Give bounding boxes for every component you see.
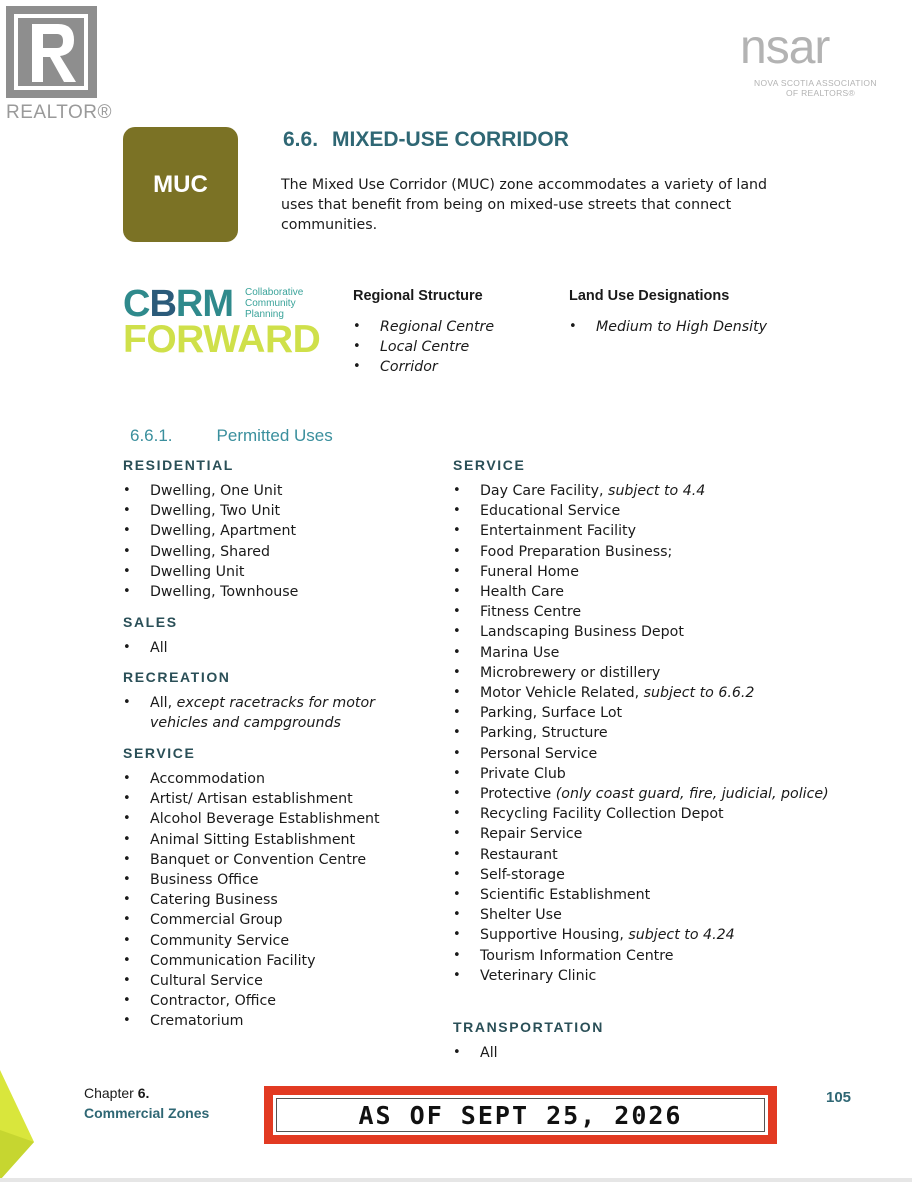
realtor-logo [6, 6, 112, 124]
land-use-list [569, 317, 789, 337]
list-item-note: subject to 6.6.2 [643, 685, 755, 702]
list-item: • Crematorium [123, 1011, 443, 1031]
subsection-number: 6.6.1. [130, 426, 173, 445]
cbrm-wordmark: CBRM [123, 283, 234, 325]
list-item: • Contractor, Office [123, 991, 443, 1011]
list-item [453, 562, 873, 582]
cbrm-side-line: Planning [245, 309, 284, 320]
category-residential: RESIDENTIAL [123, 457, 234, 473]
nsar-logo [740, 21, 890, 100]
list-item: • Commercial Group [123, 910, 443, 930]
list-item [453, 824, 873, 844]
category-transportation: TRANSPORTATION [453, 1019, 604, 1035]
nsar-tagline-2: OF REALTORS® [786, 88, 856, 98]
list-item-text: Tourism Information Centre [480, 947, 674, 964]
list-item-text: Private Club [480, 765, 566, 782]
regional-structure-heading: Regional Structure [353, 288, 483, 304]
list-item-text: Restaurant [480, 846, 558, 863]
list-item-text: Parking, Surface Lot [480, 705, 623, 722]
section-title-text: MIXED-USE CORRIDOR [332, 128, 569, 151]
transportation-list [453, 1043, 753, 1063]
list-item-text: Protective [480, 786, 556, 803]
list-item [453, 946, 873, 966]
service-list-right [453, 481, 873, 986]
nsar-tagline-1: NOVA SCOTIA ASSOCIATION [754, 78, 877, 88]
list-item-text: Landscaping Business Depot [480, 624, 684, 641]
list-item [453, 521, 873, 541]
footer-chapter-name: Commercial Zones [84, 1105, 210, 1121]
list-item-text: Shelter Use [480, 907, 562, 924]
list-item-note: subject to 4.4 [608, 483, 706, 499]
page-number: 105 [826, 1089, 852, 1106]
list-item: • Regional Centre [353, 317, 553, 337]
list-item: • Catering Business [123, 890, 443, 910]
cbrm-forward-wordmark: FORWARD [123, 318, 321, 361]
list-item [453, 966, 873, 986]
category-sales: SALES [123, 614, 178, 630]
sales-list [123, 638, 443, 658]
list-item-text: Educational Service [480, 503, 621, 520]
nsar-wordmark: nsar [740, 21, 830, 74]
list-item [123, 693, 423, 733]
list-item: • Dwelling, Shared [123, 542, 443, 562]
cbrm-side-line: Community [245, 298, 296, 309]
list-item-text: Personal Service [480, 745, 598, 762]
date-stamp [264, 1086, 777, 1144]
decorative-triangle-icon [0, 1070, 40, 1180]
cbrm-forward-logo [123, 285, 333, 360]
list-item: • All [453, 1043, 753, 1063]
list-item [453, 804, 873, 824]
list-item [453, 845, 873, 865]
stamp-text: AS OF SEPT 25, 2026 [358, 1100, 683, 1130]
residential-list [123, 481, 443, 602]
list-item-text: Recycling Facility Collection Depot [480, 806, 724, 823]
list-item-text: All, [150, 695, 177, 711]
land-use-heading: Land Use Designations [569, 288, 730, 304]
list-item: • Local Centre [353, 337, 553, 357]
list-item-text: Food Preparation Business; [480, 543, 673, 560]
list-item [453, 501, 873, 521]
list-item [453, 582, 873, 602]
list-item-text: Funeral Home [480, 563, 579, 580]
list-item-text: Health Care [480, 584, 564, 601]
footer-chapter-number: 6. [137, 1085, 150, 1101]
recreation-list [123, 693, 423, 733]
list-item-text: Repair Service [480, 826, 583, 843]
list-item [453, 703, 873, 723]
subsection-title-text: Permitted Uses [216, 426, 333, 445]
list-item: • Cultural Service [123, 971, 443, 991]
list-item-text: Marina Use [480, 644, 560, 661]
list-item-text: Motor Vehicle Related, [480, 685, 644, 702]
list-item-text: Self-storage [480, 866, 565, 883]
cbrm-side-text [245, 287, 303, 320]
list-item: • Medium to High Density [569, 317, 789, 337]
list-item [453, 764, 873, 784]
list-item-note: (only coast guard, fire, judicial, police) [555, 786, 829, 803]
footer-chapter [84, 1085, 149, 1101]
list-item-text: Supportive Housing, [480, 927, 629, 944]
list-item: • Business Office [123, 870, 443, 890]
list-item [453, 602, 873, 622]
list-item-text: Fitness Centre [480, 604, 582, 621]
list-item [453, 744, 873, 764]
realtor-wordmark: REALTOR® [6, 102, 112, 123]
list-item: • Communication Facility [123, 951, 443, 971]
section-intro: The Mixed Use Corridor (MUC) zone accommodates a variety of land uses that benefit from being on mixed-use streets that connect communities. [281, 177, 768, 233]
list-item: • Artist/ Artisan establishment [123, 789, 443, 809]
list-item [453, 723, 873, 743]
list-item: • Animal Sitting Establishment [123, 830, 443, 850]
list-item [453, 784, 873, 804]
list-item: • Banquet or Convention Centre [123, 850, 443, 870]
list-item [453, 865, 873, 885]
list-item-text: Microbrewery or distillery [480, 664, 661, 681]
list-item-note: subject to 4.24 [628, 927, 735, 944]
realtor-r-icon [6, 6, 97, 98]
footer-chapter-label: Chapter [84, 1085, 138, 1101]
list-item [453, 905, 873, 925]
list-item [453, 622, 873, 642]
category-service-left: SERVICE [123, 745, 196, 761]
list-item [453, 663, 873, 683]
list-item: • Alcohol Beverage Establishment [123, 809, 443, 829]
list-item: • Dwelling, One Unit [123, 481, 443, 501]
list-item [453, 481, 873, 501]
list-item-text: Entertainment Facility [480, 523, 637, 540]
cbrm-side-line: Collaborative [245, 287, 304, 298]
list-item-text: Veterinary Clinic [480, 967, 597, 984]
category-service-right: SERVICE [453, 457, 526, 473]
page-edge [0, 1178, 912, 1182]
subsection-title [130, 426, 333, 446]
list-item-note: except racetracks for motor vehicles and campgrounds [150, 695, 375, 732]
service-list-left [123, 769, 443, 1032]
zone-badge: MUC [123, 127, 238, 242]
realtor-r-mark [6, 6, 97, 98]
list-item [453, 643, 873, 663]
list-item: • Dwelling, Townhouse [123, 582, 443, 602]
list-item [453, 542, 873, 562]
list-item: • Corridor [353, 357, 553, 377]
list-item: • Dwelling, Apartment [123, 521, 443, 541]
list-item: • Accommodation [123, 769, 443, 789]
section-number: 6.6. [283, 128, 319, 151]
list-item: • Dwelling, Two Unit [123, 501, 443, 521]
list-item-text: Day Care Facility, [480, 483, 609, 499]
category-recreation: RECREATION [123, 669, 231, 685]
section-title [283, 128, 569, 152]
list-item [453, 925, 873, 945]
list-item [453, 885, 873, 905]
list-item: • Community Service [123, 931, 443, 951]
list-item-text: Scientific Establishment [480, 887, 651, 904]
list-item: • All [123, 638, 443, 658]
list-item-text: Parking, Structure [480, 725, 608, 742]
list-item: • Dwelling Unit [123, 562, 443, 582]
list-item [453, 683, 873, 703]
regional-structure-list [353, 317, 553, 378]
